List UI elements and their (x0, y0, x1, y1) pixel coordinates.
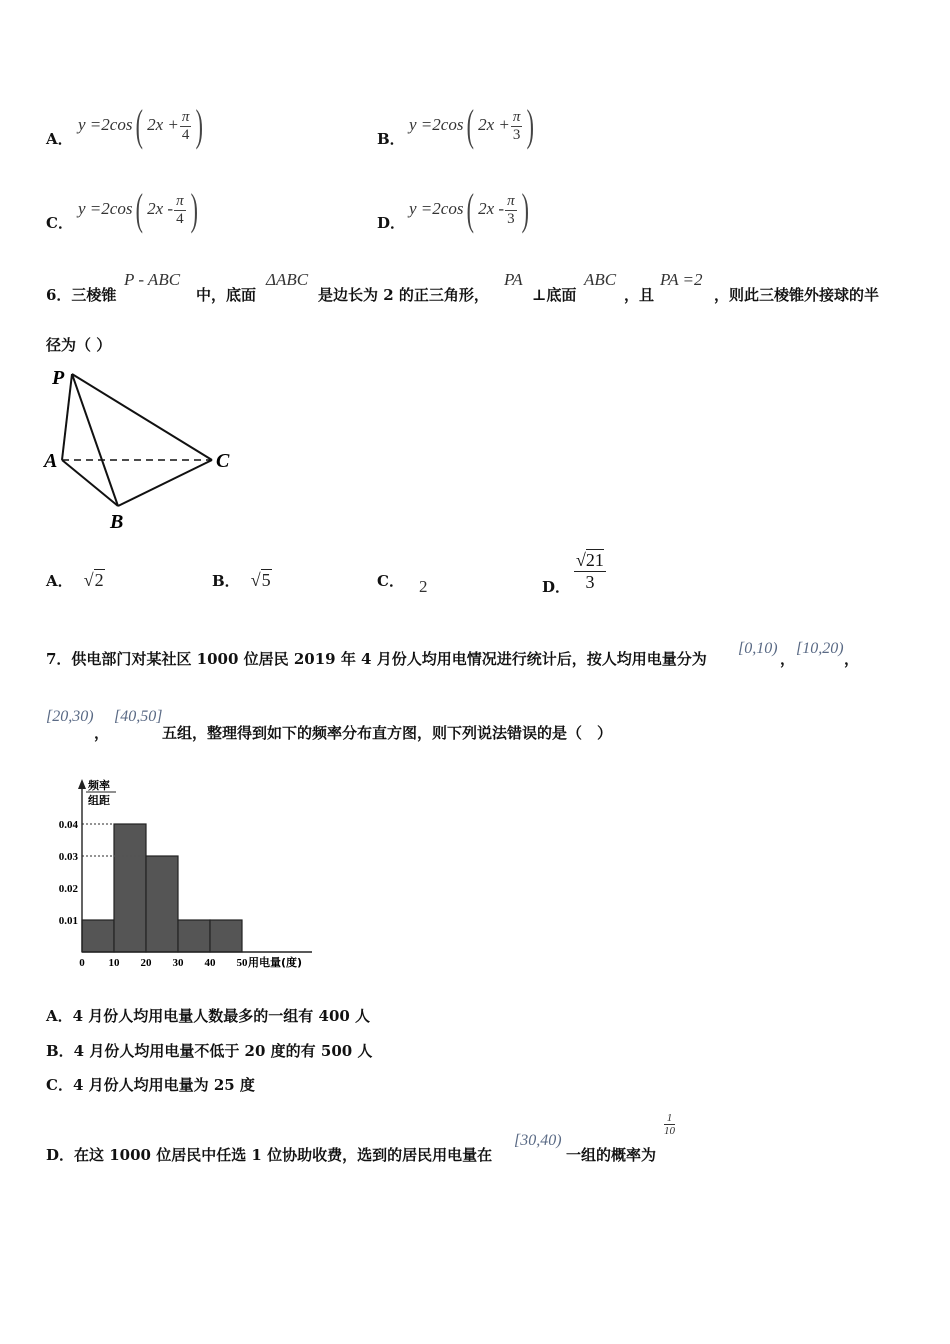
q7-text: 五组，整理得到如下的频率分布直方图，则下列说法错误的是（ ） (162, 724, 613, 742)
q6-text: 是边长为 2 的正三角形， (318, 286, 489, 304)
interval: [40,50] (114, 708, 163, 725)
q6-text: 6．三棱锥 (46, 286, 117, 304)
option-label: B． (377, 130, 405, 148)
separator: ， (780, 650, 796, 668)
q6-stem-line1 (46, 270, 926, 310)
q7-stem-line2 (46, 708, 926, 742)
x-tick-label: 20 (140, 957, 152, 969)
frac-num: π (181, 109, 190, 125)
sqrt-value: √5 (250, 570, 271, 590)
histogram-bar (146, 856, 178, 952)
q6-option-b[interactable] (212, 570, 272, 591)
frac-num: 1 (664, 1112, 675, 1125)
q7-option-a[interactable]: A．4 月份人均用电量人数最多的一组有 400 人 (46, 1007, 371, 1025)
radicand: 5 (261, 570, 271, 590)
interval: [10,20) (796, 640, 844, 657)
option-formula: y =2cos( 2x + $\frac{\pi}{3}$ ) (409, 101, 535, 150)
interval: [0,10) (738, 640, 778, 657)
formula-prefix: y =2cos (78, 198, 133, 218)
option-formula: y =2cos( 2x + $\frac{\pi}{4}$ ) (78, 101, 204, 150)
histogram-bar (82, 920, 114, 952)
frac-den: 4 (176, 210, 184, 227)
separator: ， (94, 724, 110, 742)
x-tick-label: 10 (108, 957, 120, 969)
frac-num: √21 (576, 550, 604, 570)
option-label: C． (46, 214, 73, 232)
separator: ， (844, 650, 860, 668)
radicand: 2 (94, 570, 104, 590)
q6-option-c[interactable] (377, 570, 428, 596)
q6-text: ⊥底面 (532, 286, 577, 304)
frac-den: 3 (585, 572, 595, 592)
q6-math: PA =2 (660, 270, 703, 289)
q6-math: P - ABC (124, 270, 181, 289)
frac-num: π (512, 109, 521, 125)
option-label: B． (212, 572, 240, 590)
histogram-bar (178, 920, 210, 952)
sqrt-value: √2 (83, 570, 104, 590)
option-label: D． (542, 578, 571, 596)
y-axis-label-top: 频率 (88, 779, 110, 792)
y-axis-label-bottom: 组距 (88, 794, 110, 807)
x-tick-label: 50 (236, 957, 248, 969)
option-formula: y =2cos( 2x - $\frac{\pi}{3}$ ) (409, 185, 529, 234)
histogram-bar (210, 920, 242, 952)
x-axis-label: 用电量(度) (248, 956, 303, 969)
q6-math: ΔABC (266, 270, 309, 289)
vertex-label-p: P (52, 367, 65, 389)
formula-inner: 2x - (147, 198, 174, 218)
q7-option-b[interactable]: B．4 月份人均用电量不低于 20 度的有 500 人 (46, 1042, 373, 1060)
q6-math: ABC (584, 270, 617, 289)
q7-option-c[interactable]: C．4 月份人均用电量为 25 度 (46, 1076, 255, 1094)
radicand: 21 (585, 550, 604, 570)
q7-text: 7．供电部门对某社区 1000 位居民 2019 年 4 月份人均用电情况进行统计后，按人均用电量分为 (46, 650, 707, 668)
option-label: D． (377, 214, 406, 232)
formula-inner: 2x + (478, 114, 510, 134)
y-tick-label: 0.01 (58, 915, 78, 927)
option-text: D．在这 1000 位居民中任选 1 位协助收费，选到的居民用电量在 (46, 1146, 493, 1164)
option-text: 一组的概率为 (566, 1146, 657, 1164)
vertex-label-a: A (44, 450, 58, 472)
y-tick-label: 0.02 (58, 883, 78, 895)
x-tick-label: 40 (204, 957, 216, 969)
frac-num: π (176, 193, 184, 209)
vertex-label-b: B (110, 511, 124, 533)
formula-inner: 2x - (478, 198, 505, 218)
option-fraction (574, 550, 606, 593)
frac-den: 10 (664, 1125, 675, 1137)
q6-text: ，且 (624, 286, 655, 304)
interval: [20,30) (46, 708, 94, 725)
frac-num: π (507, 193, 515, 209)
formula-prefix: y =2cos (409, 114, 464, 134)
vertex-label-c: C (216, 450, 230, 472)
formula-inner: 2x + (147, 114, 179, 134)
y-axis-arrow (78, 779, 86, 789)
q6-stem-line2: 径为（ ） (46, 336, 112, 354)
option-value: 2 (419, 577, 428, 596)
frac-den: 3 (512, 126, 521, 143)
q7-option-d[interactable] (46, 1110, 746, 1170)
q6-text: ，则此三棱锥外接球的半 (714, 286, 880, 304)
q6-text: 中，底面 (196, 286, 257, 304)
histogram-bar (114, 824, 146, 952)
y-tick-label: 0.04 (58, 819, 78, 831)
y-tick-label: 0.03 (58, 851, 78, 863)
frac-den: 3 (507, 210, 515, 227)
frequency-histogram (40, 775, 330, 975)
option-fraction (664, 1112, 675, 1137)
formula-prefix: y =2cos (78, 114, 133, 134)
frac-den: 4 (181, 126, 190, 143)
option-formula: y =2cos( 2x - $\frac{\pi}{4}$ ) (78, 185, 198, 234)
option-label: A． (46, 572, 73, 590)
q7-stem-line1 (46, 640, 926, 670)
option-label: C． (377, 572, 404, 590)
x-tick-label: 30 (172, 957, 184, 969)
q6-option-a[interactable] (46, 570, 105, 591)
x-tick-label: 0 (79, 957, 85, 969)
interval: [30,40) (514, 1132, 562, 1149)
q6-math: PA (504, 270, 523, 289)
tetrahedron-figure (40, 362, 240, 534)
option-label: A． (46, 130, 73, 148)
formula-prefix: y =2cos (409, 198, 464, 218)
